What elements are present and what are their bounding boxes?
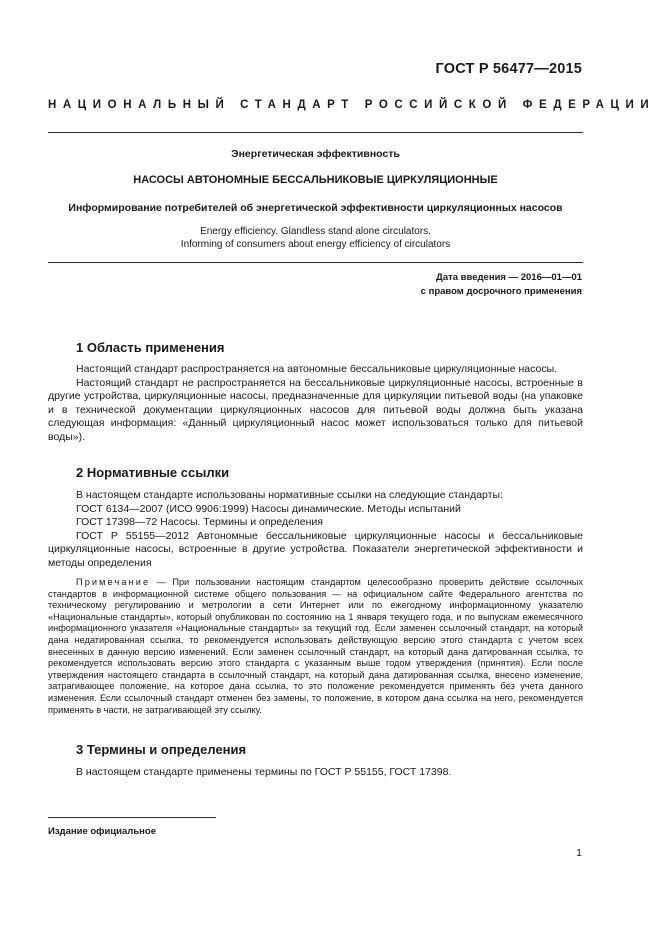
section3-body [48,766,583,780]
document-number: ГОСТ Р 56477—2015 [435,61,582,77]
title-english-line1: Energy efficiency. Glandless stand alone circulators. [200,226,431,237]
section3-heading: 3 Термины и определения [76,742,247,757]
note-text: — При пользовании настоящим стандартом целесообразно проверить действие ссылочных стандартов в информационной системе общего пользования — на официальном сайте Федерального агентства по техническому регулированию и метрологии в сети Интернет или по ежегодному информационному указателю «Национальные стандарты», который опубликован по состоянию на 1 января текущего года, и по выпускам ежемесячного информационного указателя «Национальные стандарты» за текущий год. Если заменен ссылочный стандарт, на который дана недатированная ссылка, то рекомендуется использовать действующую версию этого стандарта с учетом всех внесенных в данную версию изменений. Если заменен ссылочный стандарт, на который дана датированная ссылка, то рекомендуется использовать версию этого стандарта с указанным выше годом утверждения (принятия). Если после утверждения настоящего стандарта в ссылочный стандарт, на который дана датированная ссылка, внесено изменение, затрагивающее положение, на которое дана ссылка, то это положение рекомендуется применять без учета данного изменения. Если ссылочный стандарт отменен без замены, то положение, в котором дана ссылка на него, рекомендуется применять в части, не затрагивающей эту ссылку. [48,577,583,715]
normative-reference: ГОСТ 17398—72 Насосы. Термины и определения [76,516,323,529]
normative-reference: ГОСТ Р 55155—2012 Автономные бессальниковые циркуляционные насосы и бессальниковые циркуляционные насосы, встроенные в другие устройства. Показатели энергетической эффективности и методы определения [48,529,583,569]
intro-date-line1: Дата введения — 2016—01—01 [436,272,582,283]
section1-paragraph: Настоящий стандарт не распространяется на бессальниковые циркуляционные насосы, встроенные в другие устройства, циркуляционные насосы, предназначенные для циркуляции питьевой воды (на упаковке и в технической документации циркуляционных насосов для питьевой воды должна быть указана следующая информация: «Данный циркуляционный насос может использоваться только для питьевой воды»). [48,376,583,443]
section2-heading: 2 Нормативные ссылки [76,465,230,480]
section2-paragraph: В настоящем стандарте использованы нормативные ссылки на следующие стандарты: [76,489,503,501]
intro-date [421,271,582,298]
title-category: Энергетическая эффективность [231,148,400,160]
national-standard-banner: НАЦИОНАЛЬНЫЙ СТАНДАРТ РОССИЙСКОЙ ФЕДЕРАЦИИ [48,99,656,111]
footer-rule [48,817,216,818]
section2-note [48,577,583,716]
page-number: 1 [576,847,582,859]
normative-reference: ГОСТ 6134—2007 (ИСО 9906:1999) Насосы динамические. Методы испытаний [76,502,461,515]
section2-body [48,489,583,571]
section1-paragraph: Настоящий стандарт распространяется на автономные бессальниковые циркуляционные насосы. [76,363,558,375]
title-bottom-rule [48,262,583,263]
section1-body [48,363,583,445]
title-english-line2: Informing of consumers about energy efficiency of circulators [180,238,451,250]
title-main: НАСОСЫ АВТОНОМНЫЕ БЕССАЛЬНИКОВЫЕ ЦИРКУЛЯЦИОННЫЕ [133,174,498,186]
intro-date-line2: с правом досрочного применения [420,285,582,297]
section3-paragraph: В настоящем стандарте применены термины по ГОСТ Р 55155, ГОСТ 17398. [76,766,452,778]
top-rule [48,132,583,133]
section1-heading: 1 Область применения [76,340,225,355]
title-english [48,226,583,251]
note-label: Примечание [76,577,151,587]
title-sub: Информирование потребителей об энергетической эффективности циркуляционных насосов [68,202,563,214]
edition-label: Издание официальное [48,826,156,837]
